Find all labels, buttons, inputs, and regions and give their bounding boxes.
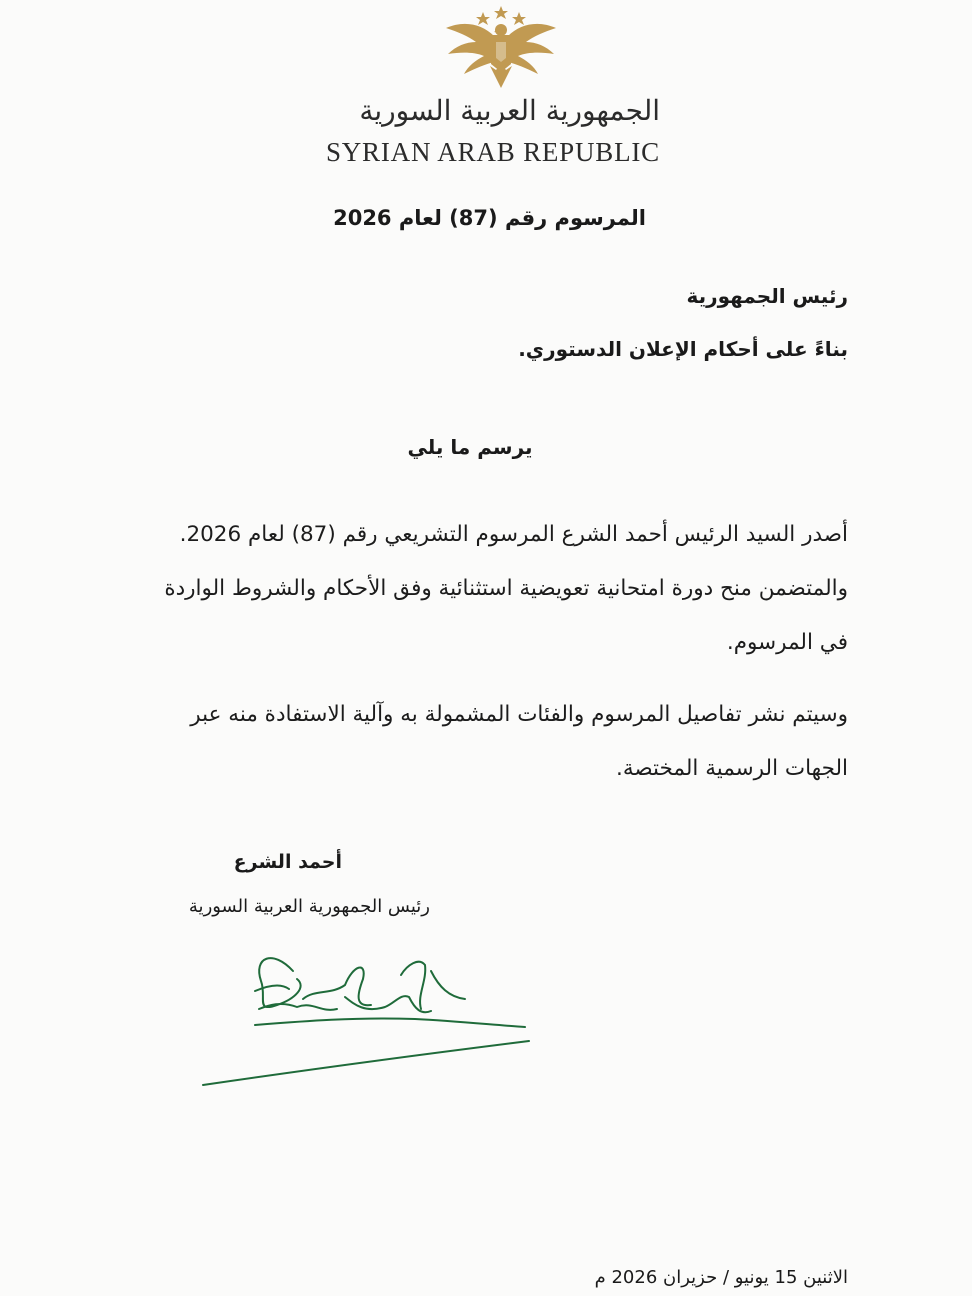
issue-date: الاثنين 15 يونيو / حزيران 2026 م — [594, 1267, 848, 1288]
country-name-english: SYRIAN ARAB REPUBLIC — [325, 137, 660, 167]
eagle-emblem-icon — [438, 2, 564, 88]
constitutional-basis: بناءً على أحكام الإعلان الدستوري. — [518, 337, 848, 361]
signatory-name: أحمد الشرع — [233, 851, 342, 873]
president-heading: رئيس الجمهورية — [686, 284, 848, 308]
decree-paragraph-1: أصدر السيد الرئيس أحمد الشرع المرسوم التشريعي رقم (87) لعام 2026. والمتضمن منح دورة امتحانية تعويضية استثنائية وفق الأحكام والشروط الواردة في المرسوم. — [164, 522, 848, 655]
decree-paragraph-2: وسيتم نشر تفاصيل المرسوم والفئات المشمولة به وآلية الاستفادة منه عبر الجهات الرسمية المختصة. — [190, 702, 848, 781]
country-name-arabic: الجمهورية العربية السورية — [359, 94, 660, 127]
decrees-heading: يرسم ما يلي — [407, 435, 533, 459]
decree-title: المرسوم رقم (87) لعام 2026 — [333, 206, 646, 230]
handwritten-signature — [195, 935, 540, 1095]
signatory-title: رئيس الجمهورية العربية السورية — [188, 896, 430, 917]
